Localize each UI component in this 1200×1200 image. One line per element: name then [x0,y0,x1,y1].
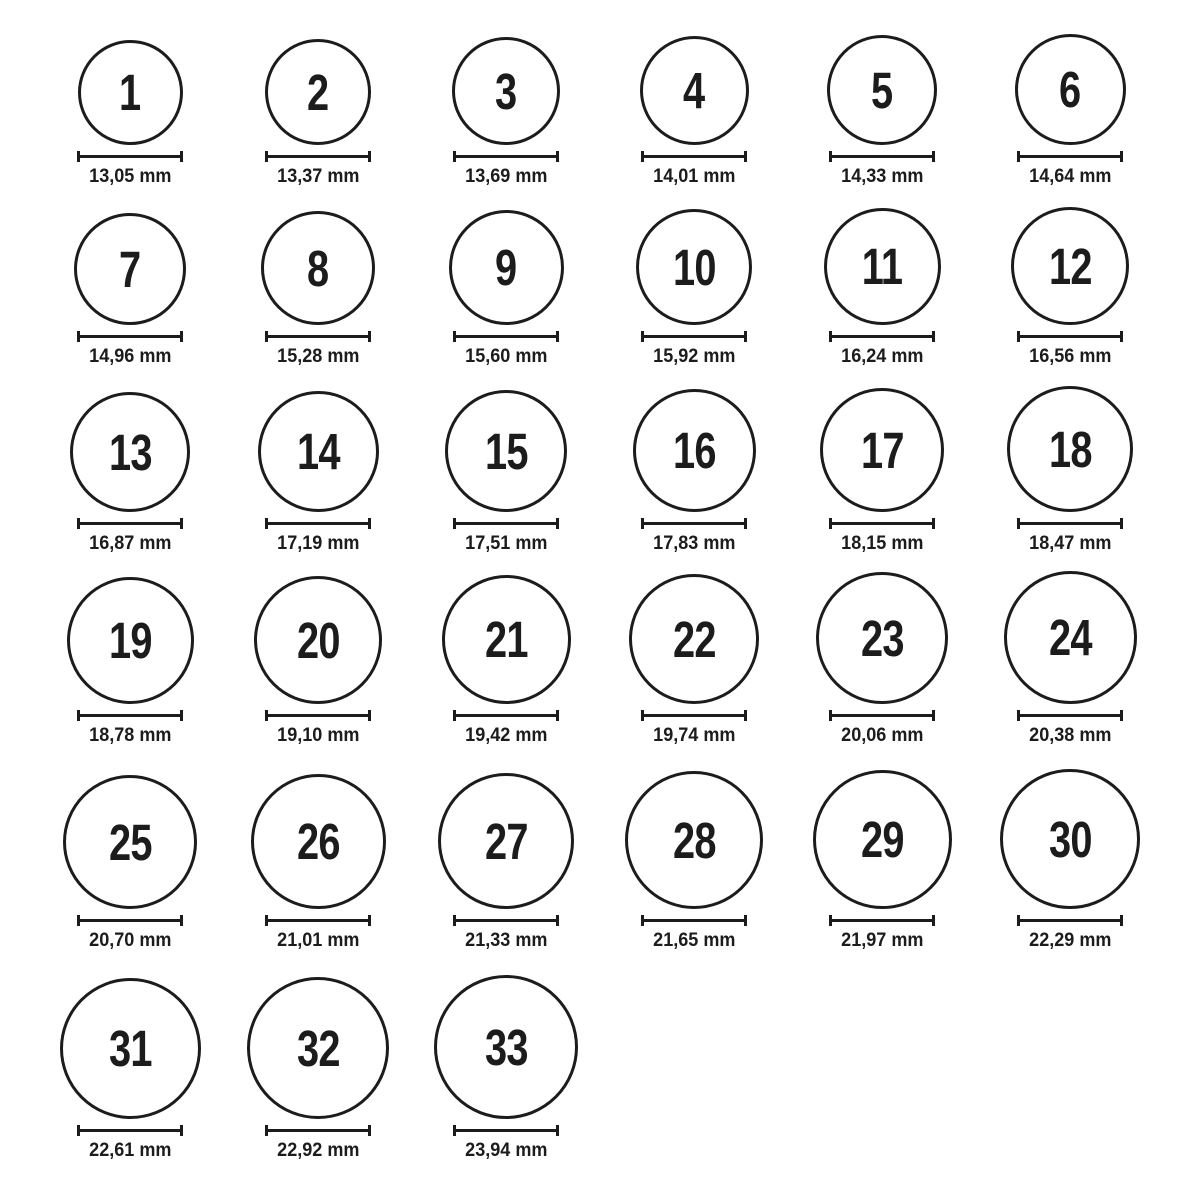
ring-circle [820,388,944,512]
diameter-measure-bar [456,522,556,525]
ring-size-number: 19 [108,612,152,670]
ring-size-number: 15 [484,422,528,480]
diameter-measure-bar [644,919,744,922]
diameter-measure-bar [80,335,180,338]
ring-size-number: 32 [296,1019,340,1077]
ring-circle [70,392,190,512]
diameter-label: 13,05 mm [88,166,172,188]
ring-size-cell [976,188,1164,368]
diameter-measure-bar [456,919,556,922]
diameter-measure-bar [1020,335,1120,338]
diameter-measure-bar [644,714,744,717]
diameter-measure-line [1017,710,1123,721]
diameter-measure-line [453,151,559,162]
diameter-measure-line [829,915,935,926]
ring-size-cell [788,368,976,555]
diameter-measure-bar [644,155,744,158]
diameter-measure-line [77,1125,183,1136]
diameter-measure-bar [268,714,368,717]
chart-row [36,952,1164,1162]
ring-size-cell [788,188,976,368]
diameter-measure-bar [268,522,368,525]
chart-row [36,368,1164,555]
ring-circle [1011,207,1129,325]
diameter-measure-bar [1020,155,1120,158]
diameter-label: 14,64 mm [1028,166,1112,188]
diameter-measure-bar [80,522,180,525]
ring-circle [265,39,371,145]
diameter-measure-bar [80,155,180,158]
diameter-label: 17,19 mm [276,533,360,555]
ring-size-number: 31 [108,1020,152,1078]
ring-size-cell [412,368,600,555]
diameter-measure-bar [644,522,744,525]
diameter-measure-line [641,151,747,162]
ring-circle [442,575,571,704]
ring-size-number: 30 [1048,810,1092,868]
diameter-measure-line [77,710,183,721]
ring-size-cell [976,0,1164,188]
diameter-measure-line [77,915,183,926]
diameter-label: 19,10 mm [276,725,360,747]
ring-circle [60,978,201,1119]
ring-size-cell [412,555,600,747]
chart-row [36,0,1164,188]
ring-size-number: 24 [1048,609,1092,667]
diameter-measure-bar [80,919,180,922]
diameter-label: 21,97 mm [840,930,924,952]
diameter-label: 16,56 mm [1028,346,1112,368]
diameter-label: 19,74 mm [652,725,736,747]
ring-size-cell [36,188,224,368]
diameter-measure-line [1017,151,1123,162]
ring-size-cell [788,555,976,747]
diameter-measure-bar [456,1129,556,1132]
ring-size-number: 7 [119,240,141,298]
chart-row [36,555,1164,747]
ring-size-cell [224,368,412,555]
diameter-label: 14,01 mm [652,166,736,188]
diameter-measure-line [641,710,747,721]
ring-size-number: 16 [672,422,716,480]
ring-size-cell [36,0,224,188]
diameter-measure-line [453,1125,559,1136]
ring-circle [824,208,941,325]
diameter-measure-line [453,518,559,529]
ring-circle [636,209,752,325]
ring-size-chart [36,0,1164,1162]
diameter-measure-line [265,1125,371,1136]
ring-circle [1000,769,1140,909]
diameter-label: 16,87 mm [88,533,172,555]
ring-circle [67,577,194,704]
diameter-label: 22,92 mm [276,1140,360,1162]
ring-circle [247,977,389,1119]
diameter-measure-bar [832,522,932,525]
ring-size-number: 21 [484,611,528,669]
diameter-measure-bar [268,155,368,158]
ring-circle [74,213,186,325]
ring-size-cell [600,555,788,747]
ring-size-cell [976,747,1164,952]
diameter-measure-line [77,151,183,162]
ring-circle [629,574,759,704]
diameter-label: 13,69 mm [464,166,548,188]
ring-size-number: 27 [484,812,528,870]
diameter-label: 14,33 mm [840,166,924,188]
ring-size-number: 3 [495,62,517,120]
diameter-measure-line [829,151,935,162]
ring-circle [452,37,560,145]
ring-size-number: 8 [307,239,329,297]
diameter-measure-bar [644,335,744,338]
diameter-measure-bar [268,919,368,922]
ring-size-number: 22 [672,610,716,668]
diameter-measure-line [1017,915,1123,926]
ring-circle [438,773,574,909]
diameter-measure-bar [832,335,932,338]
ring-size-cell [224,0,412,188]
diameter-label: 17,51 mm [464,533,548,555]
ring-size-number: 4 [683,62,705,120]
diameter-label: 21,33 mm [464,930,548,952]
diameter-measure-bar [832,155,932,158]
diameter-measure-line [641,915,747,926]
diameter-label: 21,01 mm [276,930,360,952]
ring-circle [434,975,578,1119]
diameter-measure-bar [268,335,368,338]
diameter-measure-bar [1020,714,1120,717]
ring-circle [251,774,386,909]
ring-size-number: 1 [119,64,141,122]
diameter-label: 15,28 mm [276,346,360,368]
ring-size-number: 2 [307,63,329,121]
diameter-label: 18,15 mm [840,533,924,555]
ring-size-cell [412,952,600,1162]
ring-circle [640,36,749,145]
diameter-label: 19,42 mm [464,725,548,747]
diameter-label: 14,96 mm [88,346,172,368]
ring-size-cell [36,555,224,747]
diameter-measure-line [265,518,371,529]
ring-circle [78,40,183,145]
ring-size-number: 20 [296,611,340,669]
diameter-measure-line [265,915,371,926]
ring-size-number: 18 [1048,420,1092,478]
diameter-measure-bar [268,1129,368,1132]
diameter-measure-line [265,710,371,721]
ring-size-number: 33 [484,1018,528,1076]
diameter-measure-line [453,915,559,926]
diameter-label: 17,83 mm [652,533,736,555]
diameter-measure-line [77,331,183,342]
diameter-label: 18,47 mm [1028,533,1112,555]
ring-circle [625,771,763,909]
diameter-measure-line [1017,518,1123,529]
diameter-measure-line [77,518,183,529]
ring-size-cell [600,0,788,188]
ring-size-cell [600,188,788,368]
ring-circle [816,572,948,704]
ring-size-number: 9 [495,239,517,297]
ring-size-number: 5 [871,61,893,119]
ring-size-number: 6 [1059,61,1081,119]
ring-circle [1007,386,1133,512]
ring-size-number: 28 [672,811,716,869]
ring-circle [1015,34,1126,145]
diameter-measure-bar [832,714,932,717]
diameter-label: 20,70 mm [88,930,172,952]
diameter-measure-line [265,331,371,342]
diameter-measure-bar [1020,919,1120,922]
ring-size-number: 10 [672,238,716,296]
ring-circle [449,210,564,325]
diameter-measure-line [829,710,935,721]
ring-size-cell [36,368,224,555]
diameter-label: 20,38 mm [1028,725,1112,747]
diameter-measure-line [829,518,935,529]
ring-size-cell [412,188,600,368]
diameter-measure-bar [456,714,556,717]
ring-circle [1004,571,1137,704]
diameter-measure-line [641,518,747,529]
diameter-measure-bar [456,335,556,338]
diameter-measure-bar [80,714,180,717]
ring-circle [633,389,756,512]
diameter-label: 16,24 mm [840,346,924,368]
ring-circle [258,391,379,512]
diameter-measure-line [641,331,747,342]
ring-size-cell [224,555,412,747]
diameter-label: 13,37 mm [276,166,360,188]
ring-size-cell [224,952,412,1162]
diameter-measure-line [265,151,371,162]
diameter-label: 22,29 mm [1028,930,1112,952]
ring-circle [254,576,382,704]
ring-size-cell [976,368,1164,555]
ring-size-number: 26 [296,813,340,871]
diameter-measure-bar [80,1129,180,1132]
ring-size-number: 23 [860,609,904,667]
ring-size-cell [788,747,976,952]
ring-size-cell [36,952,224,1162]
diameter-label: 18,78 mm [88,725,172,747]
ring-circle [63,775,197,909]
chart-row [36,747,1164,952]
diameter-measure-line [453,710,559,721]
ring-size-number: 11 [861,238,903,296]
ring-circle [261,211,375,325]
diameter-label: 20,06 mm [840,725,924,747]
diameter-measure-bar [1020,522,1120,525]
diameter-label: 15,92 mm [652,346,736,368]
ring-size-cell [36,747,224,952]
diameter-label: 15,60 mm [464,346,548,368]
ring-size-cell [412,0,600,188]
diameter-measure-line [829,331,935,342]
chart-row [36,188,1164,368]
diameter-label: 23,94 mm [464,1140,548,1162]
ring-size-number: 29 [860,811,904,869]
diameter-measure-line [453,331,559,342]
ring-size-number: 25 [108,813,152,871]
diameter-label: 21,65 mm [652,930,736,952]
ring-circle [827,35,937,145]
ring-size-cell [224,188,412,368]
ring-circle [445,390,567,512]
ring-size-number: 17 [860,421,904,479]
diameter-label: 22,61 mm [88,1140,172,1162]
diameter-measure-bar [456,155,556,158]
ring-size-number: 14 [296,423,340,481]
ring-size-number: 12 [1048,237,1092,295]
ring-circle [813,770,952,909]
ring-size-cell [788,0,976,188]
ring-size-cell [600,747,788,952]
ring-size-cell [600,368,788,555]
ring-size-cell [976,555,1164,747]
ring-size-number: 13 [108,423,152,481]
ring-size-cell [224,747,412,952]
diameter-measure-bar [832,919,932,922]
diameter-measure-line [1017,331,1123,342]
ring-size-cell [412,747,600,952]
